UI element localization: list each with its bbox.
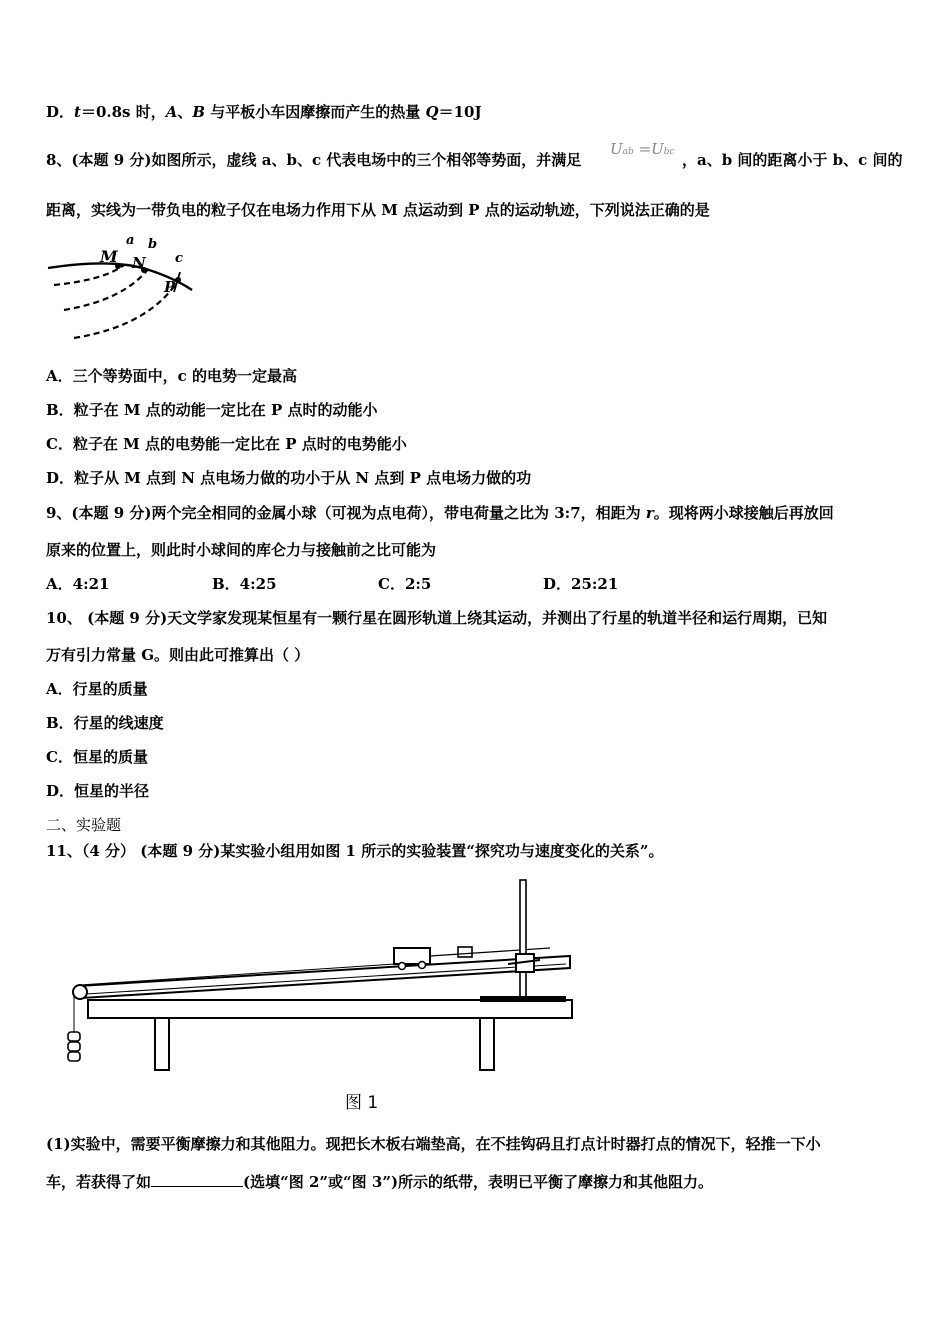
q8-stem-line2: 距离，实线为一带负电的粒子仅在电场力作用下从 M 点运动到 P 点的运动轨迹，下列说法正确的是 bbox=[46, 201, 710, 219]
q10-option-c[interactable]: C．恒星的质量 bbox=[46, 748, 148, 766]
q10-stem-line2: 万有引力常量 G。则由此可推算出（ ） bbox=[46, 646, 310, 664]
q9-stem-line1: 9、(本题 9 分)两个完全相同的金属小球（可视为点电荷），带电荷量之比为 3:7，相距为 r。现将两小球接触后再放回 bbox=[46, 504, 834, 522]
q8-option-d[interactable]: D．粒子从 M 点到 N 点电场力做的功小于从 N 点到 P 点电场力做的功 bbox=[46, 469, 532, 487]
q8-option-a[interactable]: A．三个等势面中，c 的电势一定最高 bbox=[46, 367, 297, 385]
label-p: P bbox=[164, 278, 176, 296]
q8-stem-line1: 8、(本题 9 分)如图所示，虚线 a、b、c 代表电场中的三个相邻等势面，并满足 bbox=[46, 151, 582, 169]
q8-option-c[interactable]: C．粒子在 M 点的电势能一定比在 P 点时的电势能小 bbox=[46, 435, 407, 453]
q9-option-a[interactable]: A．4:21 bbox=[46, 575, 110, 593]
q11-part1-line2: 车，若获得了如 (选填“图 2”或“图 3”)所示的纸带，表明已平衡了摩擦力和其他阻力。 bbox=[46, 1173, 714, 1191]
q8-option-b[interactable]: B．粒子在 M 点的动能一定比在 P 点时的动能小 bbox=[46, 401, 378, 419]
section-heading: 二、实验题 bbox=[46, 816, 122, 834]
q8-field-diagram bbox=[44, 230, 204, 345]
q8-formula: Uab =Ubc bbox=[610, 140, 675, 158]
label-m: M bbox=[100, 247, 118, 266]
q8-stem-line1-tail: ，a、b 间的距离小于 b、c 间的 bbox=[682, 151, 903, 169]
hook-weight-2 bbox=[68, 1042, 80, 1051]
equipotential-a bbox=[54, 265, 124, 285]
q10-stem-line1: 10、 (本题 9 分)天文学家发现某恒星有一颗行星在圆形轨道上绕其运动，并测出了行星的轨道半径和运行周期，已知 bbox=[46, 609, 828, 627]
table-leg-right bbox=[480, 1018, 494, 1070]
q11-stem: 11、（4 分） (本题 9 分)某实验小组用如图 1 所示的实验装置“探究功与速度变化的关系”。 bbox=[46, 842, 664, 860]
label-c: c bbox=[175, 251, 183, 266]
cart bbox=[394, 948, 430, 964]
q9-option-c[interactable]: C．2:5 bbox=[378, 575, 432, 593]
q10-option-d[interactable]: D．恒星的半径 bbox=[46, 782, 150, 800]
label-b: b bbox=[148, 237, 158, 252]
table-leg-left bbox=[155, 1018, 169, 1070]
long-board bbox=[78, 956, 570, 998]
q10-option-a[interactable]: A．行星的质量 bbox=[46, 680, 148, 698]
hook-weight-1 bbox=[68, 1032, 80, 1041]
figure-caption: 图 1 bbox=[345, 1093, 379, 1113]
q11-apparatus-figure bbox=[60, 872, 580, 1077]
stand-pole bbox=[520, 880, 526, 998]
stand-base bbox=[480, 996, 566, 1002]
prev-question-option-d: D．t＝0.8s 时，A、B 与平板小车因摩擦而产生的热量 Q＝10J bbox=[46, 103, 482, 121]
label-a: a bbox=[126, 233, 135, 248]
table-top bbox=[88, 1000, 572, 1018]
point-p bbox=[175, 277, 181, 283]
q9-stem-line2: 原来的位置上，则此时小球间的库仑力与接触前之比可能为 bbox=[46, 541, 437, 559]
hook-weight-3 bbox=[68, 1052, 80, 1061]
q9-option-b[interactable]: B．4:25 bbox=[212, 575, 277, 593]
cart-weight bbox=[458, 947, 472, 957]
answer-blank[interactable] bbox=[151, 1172, 243, 1187]
q9-option-d[interactable]: D．25:21 bbox=[543, 575, 619, 593]
q11-part1-line1: (1)实验中，需要平衡摩擦力和其他阻力。现把长木板右端垫高，在不挂钩码且打点计时器打点的情况下，轻推一下小 bbox=[46, 1135, 821, 1153]
label-n: N bbox=[132, 254, 146, 272]
q10-option-b[interactable]: B．行星的线速度 bbox=[46, 714, 164, 732]
pulley bbox=[73, 985, 87, 999]
